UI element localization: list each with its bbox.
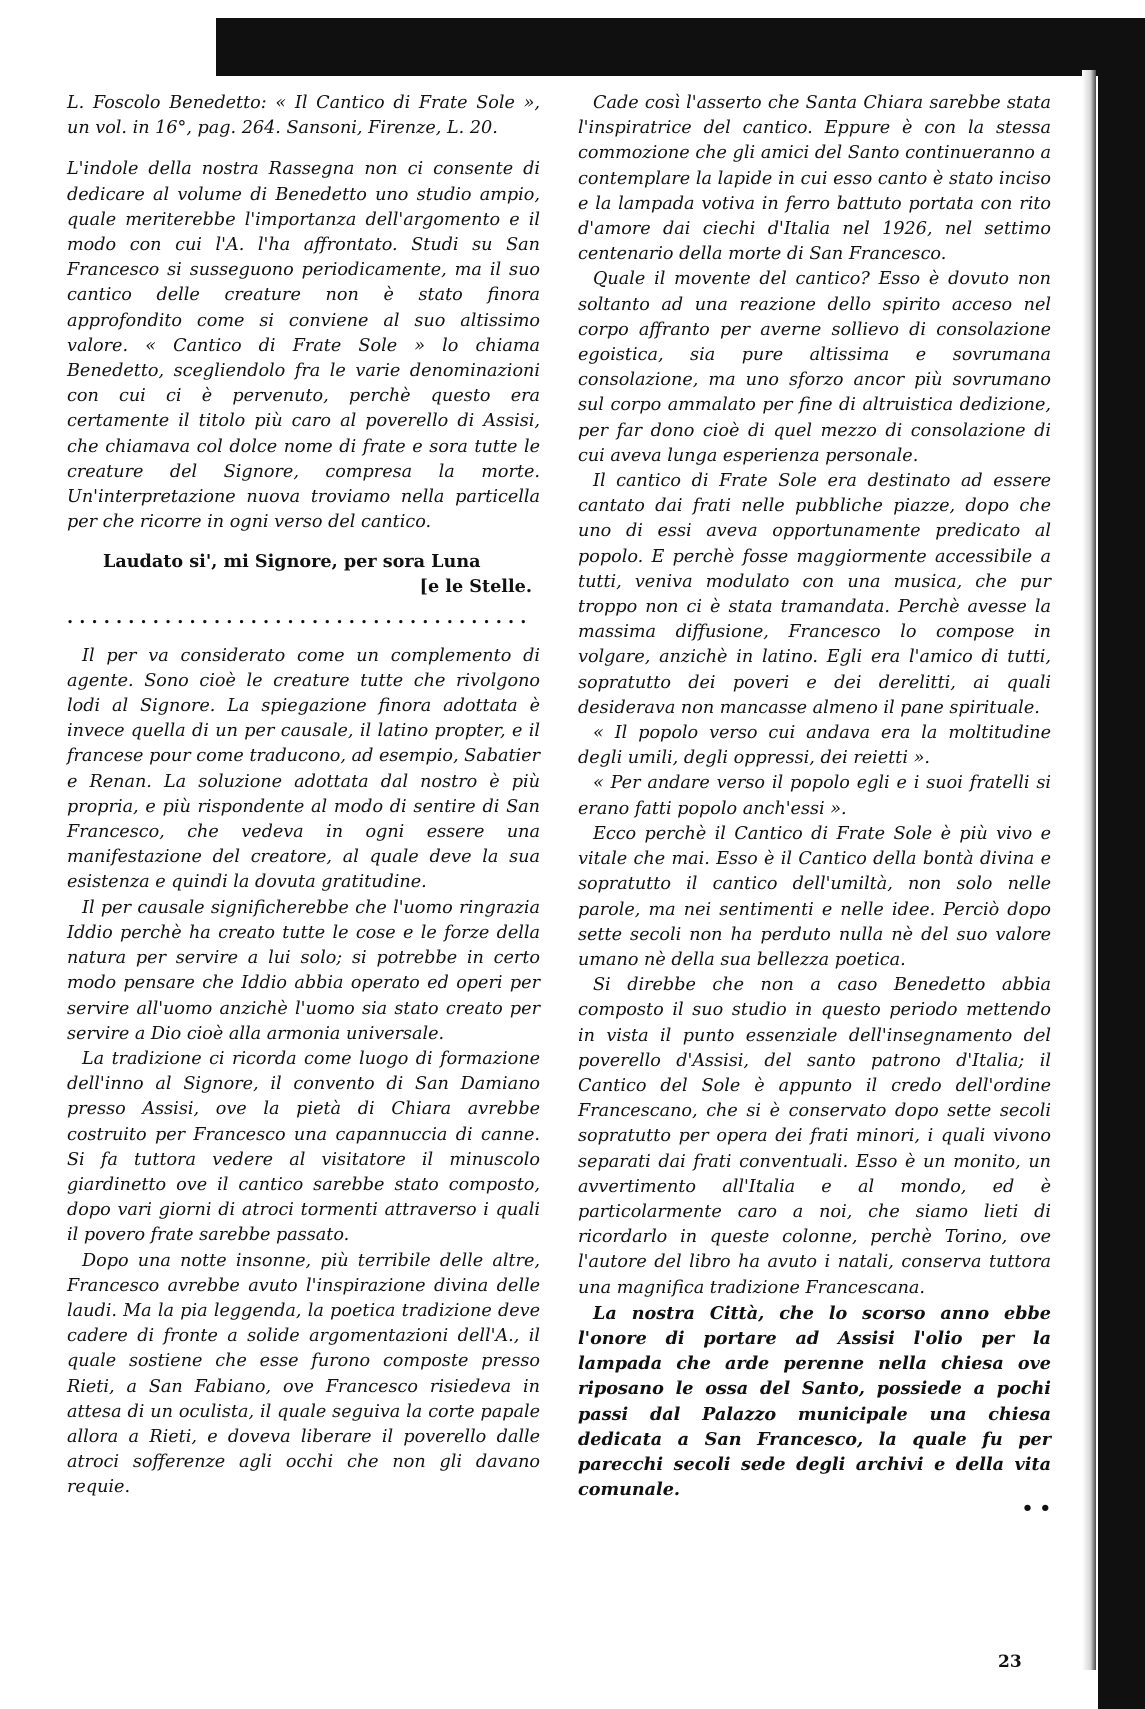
right-paragraph-7: Si direbbe che non a caso Benedetto abbia composto il suo studio in questo periodo mettendo in vista il punto essenziale dell'insegnamento del poverello d'Assisi, del santo patrono d'Italia; il Cantico del Sole è appunto il credo dell'ordine Francescano, che si è conservato dopo sette secoli sopratutto per opera dei frati minori, i quali vivono separati dai frati conventuali. Esso è un monito, un avvertimento all'Italia e al mondo, ed è particolarmente caro a noi, che siamo lieti di ricordarlo in queste colonne, perchè Torino, ove l'autore del libro ha avuto i natali, conserva tuttora una magnifica tradizione Francescana. [578,975,1051,1298]
left-paragraph-4: La tradizione ci ricorda come luogo di formazione dell'inno al Signore, il convento di San Damiano presso Assisi, ove la pietà di Chiara avrebbe costruito per Francesco una capannuccia di canne. Si fa tuttora vedere al visitatore il minuscolo giardinetto ove il cantico sarebbe stato composto, dopo vari giorni di atroci tormenti attraverso i quali il povero frate sarebbe passato. [67,1048,540,1246]
book-heading: L. Foscolo Benedetto: « Il Cantico di Frate Sole », un vol. in 16°, pag. 264. Sansoni, Firenze, L. 20. [67,93,540,139]
right-paragraph-1: Cade così l'asserto che Santa Chiara sarebbe stata l'inspiratrice del cantico. Eppure è con la stessa commozione che gli amici del Santo continueranno a contemplare la lapide in cui esso canto è stato inciso e la lampada votiva in ferro battuto portata con rito d'amore dai ciechi d'Italia nel 1926, nel settimo centenario della morte di San Francesco. [578,93,1051,265]
poem-quote-line-2: [e le Stelle. [419,576,532,598]
poem-quote-line-1: Laudato si', mi Signore, per sora Luna [103,551,481,573]
right-paragraph-5: « Per andare verso il popolo egli e i suoi fratelli si erano fatti popolo anch'essi ». [578,773,1051,819]
scan-border-right [1098,18,1145,1709]
scan-page-edge [1082,70,1096,1670]
end-mark: • • [1021,1498,1051,1520]
right-paragraph-4: « Il popolo verso cui andava era la moltitudine degli umili, degli oppressi, dei reietti ». [578,723,1051,769]
ellipsis-divider: . . . . . . . . . . . . . . . . . . . . . . . . . . . . . . . . . . . . . . [67,606,527,628]
right-paragraph-2: Quale il movente del cantico? Esso è dovuto non soltanto ad una reazione dello spirito acceso nel corpo affranto per averne sollievo di consolazione egoistica, sia pure altissima e sovrumana consolazione, ma uno sforzo ancor più sovrumano sul corpo ammalato per fine di altruistica dedizione, per far dono cioè di quel mezzo di consolazione di cui aveva lunga esperienza personale. [578,269,1051,466]
right-column [578,91,1051,1518]
right-paragraph-6: Ecco perchè il Cantico di Frate Sole è più vivo e vitale che mai. Esso è il Cantico della bontà divina e sopratutto il cantico dell'umiltà, non solo nelle parole, ma nei sentimenti e nelle idee. Perciò dopo sette secoli non ha perduto nulla nè del suo valore umano nè della sua bellezza poetica. [578,823,1051,970]
right-paragraph-3: Il cantico di Frate Sole era destinato ad essere cantato dai frati nelle pubbliche piazze, dopo che uno di essi aveva opportunamente predicato al popolo. E perchè fosse maggiormente accessibile a tutti, veniva modulato con una musica, che pur troppo non ci è stata tramandata. Perchè avesse la massima diffusione, Francesco lo compose in volgare, anzichè in latino. Egli era l'amico di tutti, sopratutto dei poveri e dei derelitti, ai quali desiderava non mancasse almeno il pane spirituale. [578,471,1051,718]
page-number: 23 [998,1652,1022,1672]
right-paragraph-8: La nostra Città, che lo scorso anno ebbe l'onore di portare ad Assisi l'olio per la lampada che arde perenne nella chiesa ove riposano le ossa del Santo, possiede a pochi passi dal Palazzo municipale una chiesa dedicata a San Francesco, la quale fu per parecchi secoli sede degli archivi e della vita comunale. [578,1302,1051,1501]
left-paragraph-2: Il per va considerato come un complemento di agente. Sono cioè le creature tutte che rivolgono lodi al Signore. La spiegazione finora adottata è invece quella di un per causale, il latino propter, e il francese pour come traducono, ad esempio, Sabatier e Renan. La soluzione adottata dal nostro è più propria, e più rispondente al modo di sentire di San Francesco, che vedeva in ogni essere una manifestazione del creatore, al quale deve la sua esistenza e quindi la dovuta gratitudine. [67,645,540,893]
scan-border-top [216,18,1145,76]
page [40,85,1082,1695]
left-column [67,91,540,1501]
left-paragraph-5: Dopo una notte insonne, più terribile delle altre, Francesco avrebbe avuto l'inspirazione divina delle laudi. Ma la pia leggenda, la poetica tradizione deve cadere di fronte a solide argomentazioni dell'A., il quale sostiene che esse furono composte presso Rieti, a San Fabiano, ove Francesco risiedeva in attesa di un oculista, il quale seguiva la corte papale allora a Rieti, e doveva liberare il poverello dalle atroci sofferenze agli occhi che non gli davano requie. [67,1250,540,1498]
left-paragraph-1: L'indole della nostra Rassegna non ci consente di dedicare al volume di Benedetto uno studio ampio, quale meriterebbe l'importanza dell'argomento e il modo con cui l'A. l'ha affrontato. Studi su San Francesco si susseguono periodicamente, ma il suo cantico delle creature non è stato finora approfondito come si conviene al suo altissimo valore. « Cantico di Frate Sole » lo chiama Benedetto, scegliendolo fra le varie denominazioni con cui ci è pervenuto, perchè questo era certamente il titolo più caro al poverello di Assisi, che chiamava col dolce nome di frate e sora tutte le creature del Signore, compresa la morte. Un'interpretazione nuova troviamo nella particella per che ricorre in ogni verso del cantico. [67,159,540,533]
left-paragraph-3: Il per causale significherebbe che l'uomo ringrazia Iddio perchè ha creato tutte le cose e le forze della natura per servire a lui solo; si potrebbe in certo modo pensare che Iddio abbia operato ed operi per servire all'uomo anzichè l'uomo sia stato creato per servire a Dio cioè alla armonia universale. [67,897,540,1044]
